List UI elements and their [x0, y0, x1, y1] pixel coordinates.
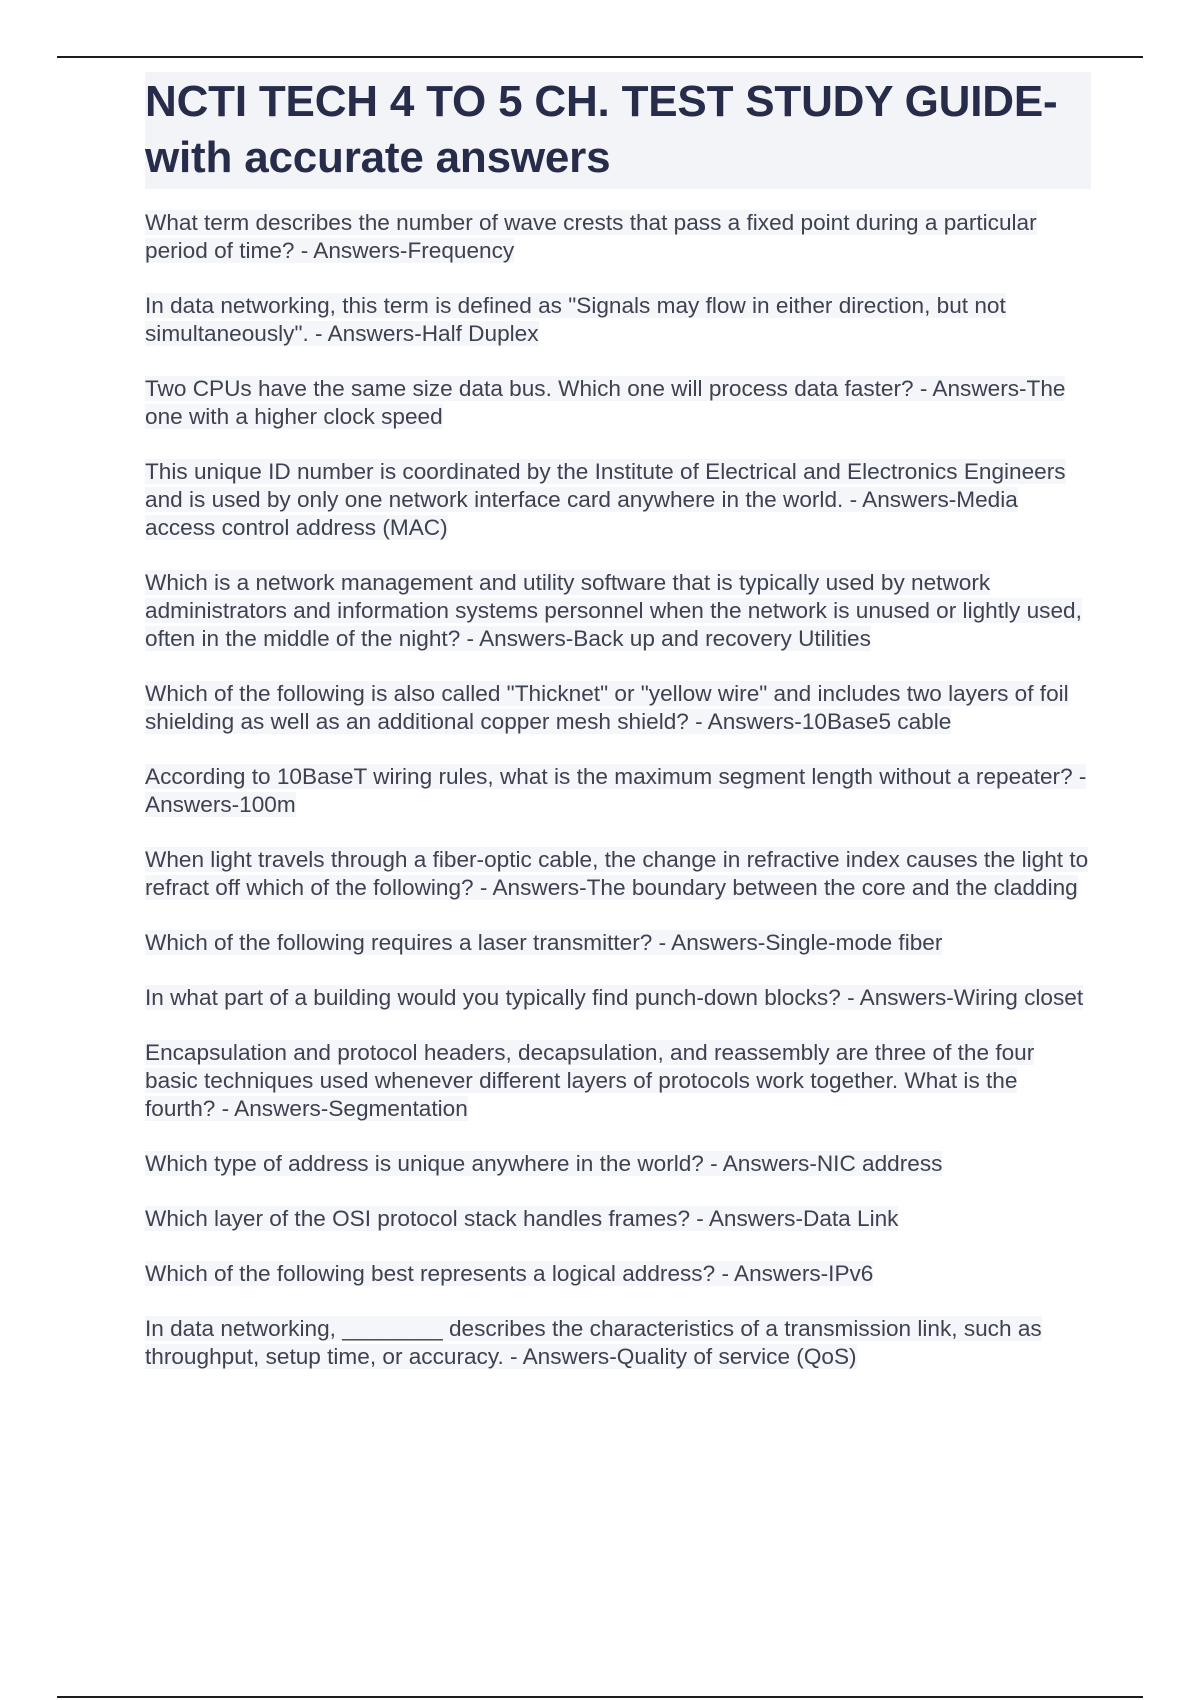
qa-item: [145, 846, 1091, 902]
qa-item: [145, 1315, 1091, 1371]
qa-text: In what part of a building would you typically find punch-down blocks? - Answers-Wiring closet: [145, 985, 1084, 1010]
qa-text: When light travels through a fiber-optic cable, the change in refractive index causes the light to refract off which of the following? - Answers-The boundary between the core and the cladding: [145, 847, 1089, 900]
qa-item: [145, 569, 1091, 653]
qa-list: [145, 209, 1091, 1371]
qa-text: Which layer of the OSI protocol stack handles frames? - Answers-Data Link: [145, 1206, 899, 1231]
qa-text: In data networking, ________ describes the characteristics of a transmission link, such as throughput, setup time, or accuracy. - Answers-Quality of service (QoS): [145, 1316, 1042, 1369]
qa-text: Two CPUs have the same size data bus. Which one will process data faster? - Answers-The one with a higher clock speed: [145, 376, 1066, 429]
top-divider: [57, 56, 1143, 58]
qa-item: [145, 763, 1091, 819]
qa-item: [145, 929, 1091, 957]
qa-item: [145, 1039, 1091, 1123]
qa-text: Which of the following is also called "Thicknet" or "yellow wire" and includes two layers of foil shielding as well as an additional copper mesh shield? - Answers-10Base5 cable: [145, 681, 1069, 734]
qa-item: [145, 292, 1091, 348]
qa-text: Which is a network management and utility software that is typically used by network administrators and information systems personnel when the network is unused or lightly used, often in the middle of the night? - Answers-Back up and recovery Utilities: [145, 570, 1082, 651]
qa-text: Which of the following best represents a logical address? - Answers-IPv6: [145, 1261, 874, 1286]
qa-item: [145, 209, 1091, 265]
qa-text: According to 10BaseT wiring rules, what is the maximum segment length without a repeater? - Answers-100m: [145, 764, 1087, 817]
document-body: [145, 72, 1091, 1398]
document-title: NCTI TECH 4 TO 5 CH. TEST STUDY GUIDE-with accurate answers: [145, 72, 1091, 189]
qa-item: [145, 1150, 1091, 1178]
qa-item: [145, 1260, 1091, 1288]
qa-item: [145, 375, 1091, 431]
qa-item: [145, 458, 1091, 542]
qa-text: Which of the following requires a laser transmitter? - Answers-Single-mode fiber: [145, 930, 943, 955]
qa-item: [145, 984, 1091, 1012]
qa-text: Which type of address is unique anywhere in the world? - Answers-NIC address: [145, 1151, 943, 1176]
qa-text: What term describes the number of wave crests that pass a fixed point during a particular period of time? - Answers-Frequency: [145, 210, 1037, 263]
qa-item: [145, 1205, 1091, 1233]
qa-item: [145, 680, 1091, 736]
qa-text: Encapsulation and protocol headers, decapsulation, and reassembly are three of the four basic techniques used whenever different layers of protocols work together. What is the fourth? - Answers-Segmentation: [145, 1040, 1035, 1121]
bottom-divider: [57, 1696, 1143, 1698]
qa-text: In data networking, this term is defined as "Signals may flow in either direction, but not simultaneously". - Answers-Half Duplex: [145, 293, 1006, 346]
qa-text: This unique ID number is coordinated by the Institute of Electrical and Electronics Engineers and is used by only one network interface card anywhere in the world. - Answers-Media access control address (MAC): [145, 459, 1066, 540]
